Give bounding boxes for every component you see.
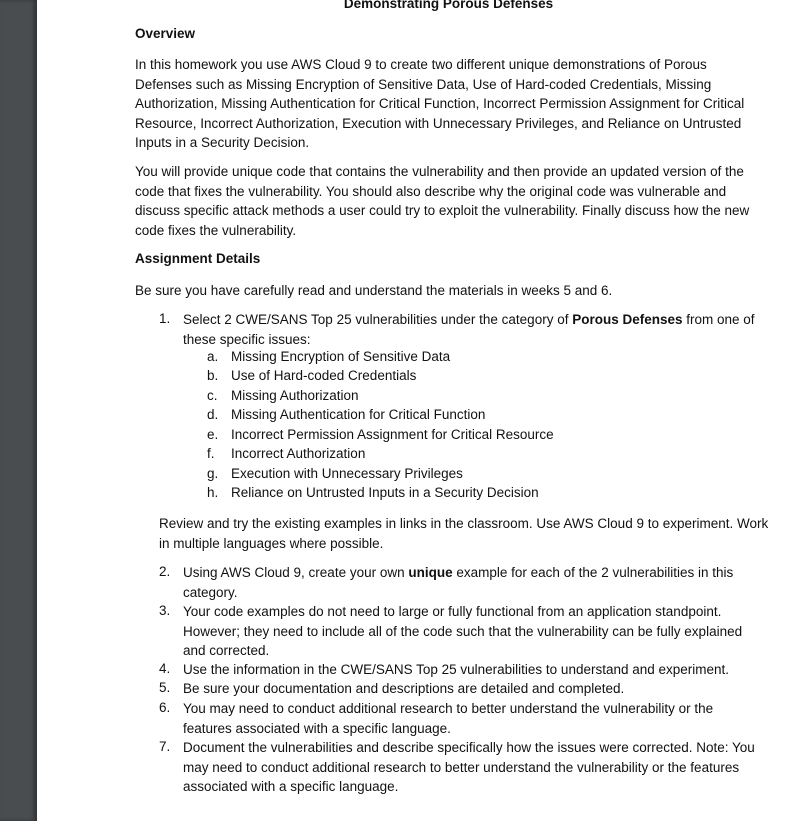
list-item-1-line2: these specific issues:	[183, 331, 311, 347]
list-item-7: Document the vulnerabilities and describe specifically how the issues were corrected. Note: You may need to conduct additional research to better understand the vulnerability or the features associated with a specific language.	[183, 740, 755, 794]
list-number-6: 6.	[159, 700, 171, 715]
subitem-text: Execution with Unnecessary Privileges	[231, 466, 463, 481]
subitem-text: Reliance on Untrusted Inputs in a Security Decision	[231, 485, 539, 500]
list-item-3: Your code examples do not need to large or fully functional from an application standpoint. However; they need to include all of the code such that the vulnerability can be fully explained and corrected.	[183, 604, 743, 658]
list-item-1	[183, 310, 763, 349]
subitem-letter: g.	[207, 466, 219, 481]
overview-heading: Overview	[135, 26, 196, 41]
subitem-text: Use of Hard-coded Credentials	[231, 368, 417, 383]
subitem-letter: c.	[207, 388, 218, 403]
list-item-5: Be sure your documentation and descriptions are detailed and completed.	[183, 681, 625, 696]
subitem-letter: f.	[207, 446, 215, 461]
subitem-text: Missing Authorization	[231, 388, 359, 403]
subitem-text: Missing Authentication for Critical Function	[231, 407, 486, 422]
list-number-2: 2.	[159, 564, 171, 579]
subitem-letter: b.	[207, 368, 219, 383]
list-item-1-tail: from one of	[682, 312, 755, 327]
subitem-letter: a.	[207, 349, 219, 364]
overview-paragraph-2: You will provide unique code that contains the vulnerability and then provide an updated version of the code that fixes the vulnerability. You should also describe why the original code was vulnerable and discuss specific attack methods a user could try to exploit the vulnerability. Finally discuss how the new code fixes the vulnerability.	[135, 164, 750, 238]
list-item-4: Use the information in the CWE/SANS Top 25 vulnerabilities to understand and experiment.	[183, 662, 730, 677]
viewer-left-margin	[0, 0, 37, 821]
list-item-2-tail: example for each of the 2 vulnerabilities in this category.	[183, 565, 734, 600]
list-number-1: 1.	[159, 311, 171, 326]
list-item-6: You may need to conduct additional research to better understand the vulnerability or the features associated with a specific language.	[183, 701, 714, 736]
assignment-heading: Assignment Details	[135, 251, 261, 266]
review-paragraph: Review and try the existing examples in links in the classroom. Use AWS Cloud 9 to experiment. Work in multiple languages where possible.	[159, 516, 769, 551]
list-number-3: 3.	[159, 603, 171, 618]
list-number-5: 5.	[159, 680, 171, 695]
subitem-text: Missing Encryption of Sensitive Data	[231, 349, 451, 364]
list-item-2-bold: unique	[408, 565, 453, 580]
document-page	[37, 0, 798, 821]
list-item-1-bold: Porous Defenses	[572, 312, 683, 327]
overview-paragraph-1: In this homework you use AWS Cloud 9 to create two different unique demonstrations of Porous Defenses such as Missing Encryption of Sensitive Data, Use of Hard-coded Credentials, Missing Authorization, Missing Authentication for Critical Function, Incorrect Permission Assignment for Critical Resource, Incorrect Authorization, Execution with Unnecessary Privileges, and Reliance on Untrusted Inputs in a Security Decision.	[135, 57, 745, 150]
subitem-text: Incorrect Authorization	[231, 446, 366, 461]
list-item-2-text: Using AWS Cloud 9, create your own	[183, 565, 409, 580]
list-item-1-text: Select 2 CWE/SANS Top 25 vulnerabilities under the category of	[183, 312, 573, 327]
subitem-letter: e.	[207, 427, 219, 442]
list-number-4: 4.	[159, 661, 171, 676]
subitem-letter: h.	[207, 485, 219, 500]
list-number-7: 7.	[159, 739, 171, 754]
subitem-letter: d.	[207, 407, 219, 422]
subitem-text: Incorrect Permission Assignment for Critical Resource	[231, 427, 554, 442]
list-item-2	[183, 563, 763, 602]
document-title: Demonstrating Porous Defenses	[343, 0, 554, 11]
assignment-intro: Be sure you have carefully read and understand the materials in weeks 5 and 6.	[135, 283, 613, 298]
